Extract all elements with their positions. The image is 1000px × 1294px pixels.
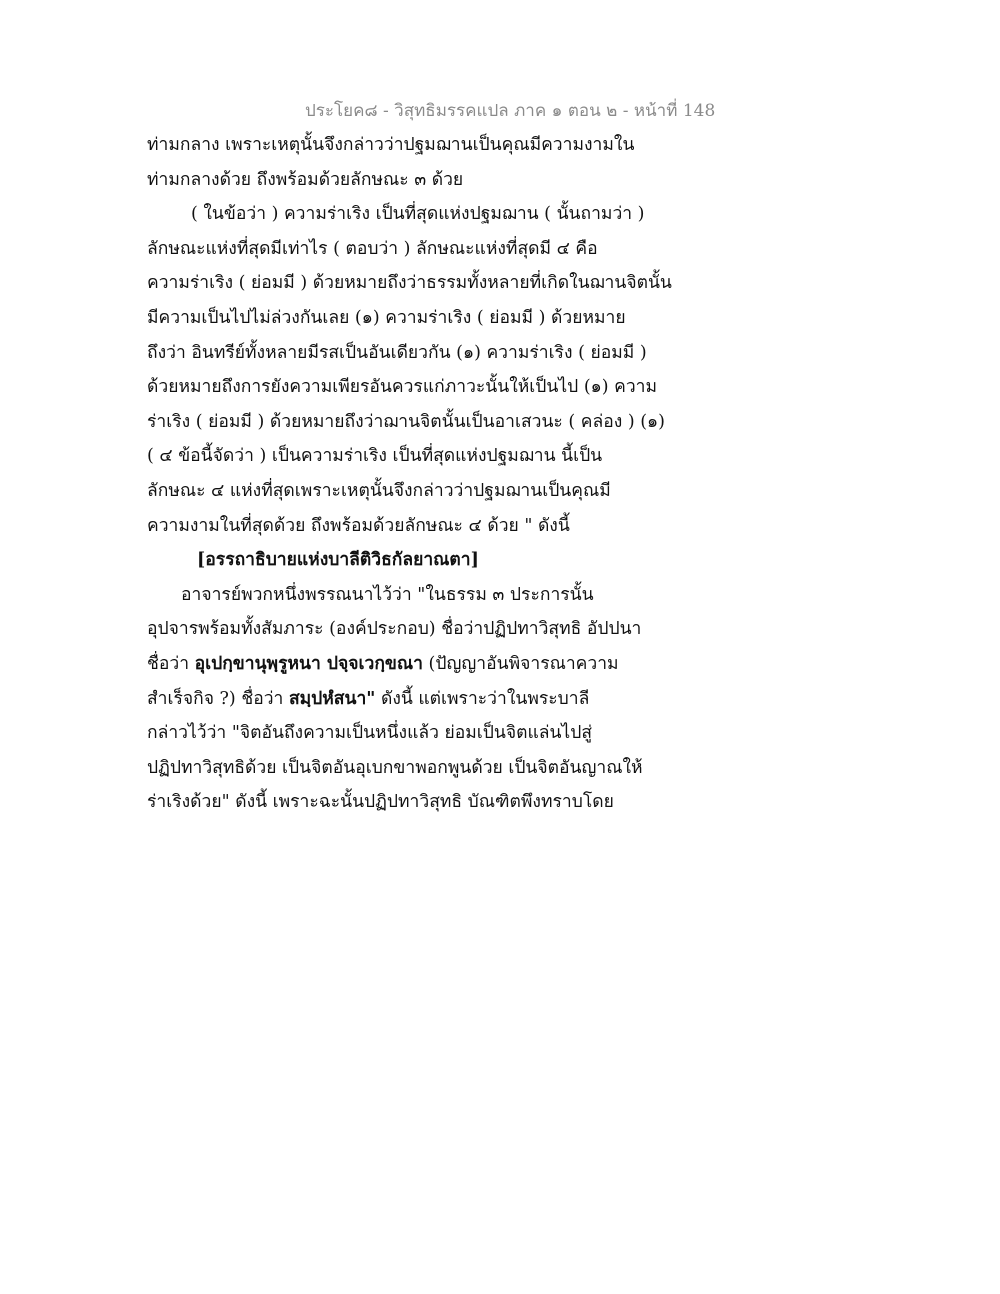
text-segment: ดังนี้ แต่เพราะว่าในพระบาลี — [375, 688, 590, 709]
document-body — [147, 128, 707, 820]
text-line: ( ในข้อว่า ) ความร่าเริง เป็นที่สุดแห่งปฐมฌาน ( นั้นถามว่า ) — [191, 204, 645, 225]
text-line — [147, 682, 707, 717]
text-line: ร่าเริง ( ย่อมมี ) ด้วยหมายถึงว่าฌานจิตนั้นเป็นอาเสวนะ ( คล่อง ) (๑) — [147, 411, 665, 432]
text-line: ลักษณะแห่งที่สุดมีเท่าไร ( ตอบว่า ) ลักษณะแห่งที่สุดมี ๔ คือ — [147, 238, 598, 259]
text-line: อุปจารพร้อมทั้งสัมภาระ (องค์ประกอบ) ชื่อว่าปฏิปทาวิสุทธิ อัปปนา — [147, 619, 642, 640]
bold-term: สมฺปหํสนา" — [288, 688, 376, 709]
text-line: ความร่าเริง ( ย่อมมี ) ด้วยหมายถึงว่าธรรมทั้งหลายที่เกิดในฌานจิตนั้น — [147, 273, 672, 294]
text-segment: (ปัญญาอันพิจารณาความ — [422, 653, 619, 674]
text-line: ( ๔ ข้อนี้จัดว่า ) เป็นความร่าเริง เป็นที่สุดแห่งปฐมฌาน นี้เป็น — [147, 446, 603, 467]
text-line: มีความเป็นไปไม่ล่วงกันเลย (๑) ความร่าเริง ( ย่อมมี ) ด้วยหมาย — [147, 307, 626, 328]
text-line: ด้วยหมายถึงการยังความเพียรอันควรแก่ภาวะนั้นให้เป็นไป (๑) ความ — [147, 377, 658, 398]
bold-term: อุเปกฺขานุพฺรูหนา ปจฺจเวกฺขณา — [194, 653, 423, 674]
text-line: ท่ามกลาง เพราะเหตุนั้นจึงกล่าวว่าปฐมฌานเป็นคุณมีความงามใน — [147, 135, 635, 155]
page-header — [305, 97, 716, 124]
text-line: ปฏิปทาวิสุทธิด้วย เป็นจิตอันอุเบกขาพอกพูนด้วย เป็นจิตอันญาณให้ — [147, 757, 643, 778]
text-line — [147, 647, 707, 682]
page-header-text: ประโยค๘ - วิสุทธิมรรคแปล ภาค ๑ ตอน ๒ - หน้าที่ 148 — [305, 101, 716, 121]
text-line: ความงามในที่สุดด้วย ถึงพร้อมด้วยลักษณะ ๔ ด้วย " ดังนี้ — [147, 515, 570, 536]
text-segment: ชื่อว่า — [147, 653, 195, 674]
text-line: ท่ามกลางด้วย ถึงพร้อมด้วยลักษณะ ๓ ด้วย — [147, 169, 464, 190]
text-line: อาจารย์พวกหนึ่งพรรณนาไว้ว่า "ในธรรม ๓ ประการนั้น — [181, 584, 594, 605]
text-line: กล่าวไว้ว่า "จิตอันถึงความเป็นหนึ่งแล้ว ย่อมเป็นจิตแล่นไปสู่ — [147, 723, 593, 744]
section-heading: [อรรถาธิบายแห่งบาลีติวิธกัลยาณตา] — [197, 550, 479, 571]
text-line: ลักษณะ ๔ แห่งที่สุดเพราะเหตุนั้นจึงกล่าวว่าปฐมฌานเป็นคุณมี — [147, 480, 611, 501]
text-line: ร่าเริงด้วย" ดังนี้ เพราะฉะนั้นปฏิปทาวิสุทธิ บัณฑิตพึงทราบโดย — [147, 792, 614, 813]
text-segment: สำเร็จกิจ ?) ชื่อว่า — [147, 688, 289, 709]
text-line: ถึงว่า อินทรีย์ทั้งหลายมีรสเป็นอันเดียวกัน (๑) ความร่าเริง ( ย่อมมี ) — [147, 342, 647, 363]
